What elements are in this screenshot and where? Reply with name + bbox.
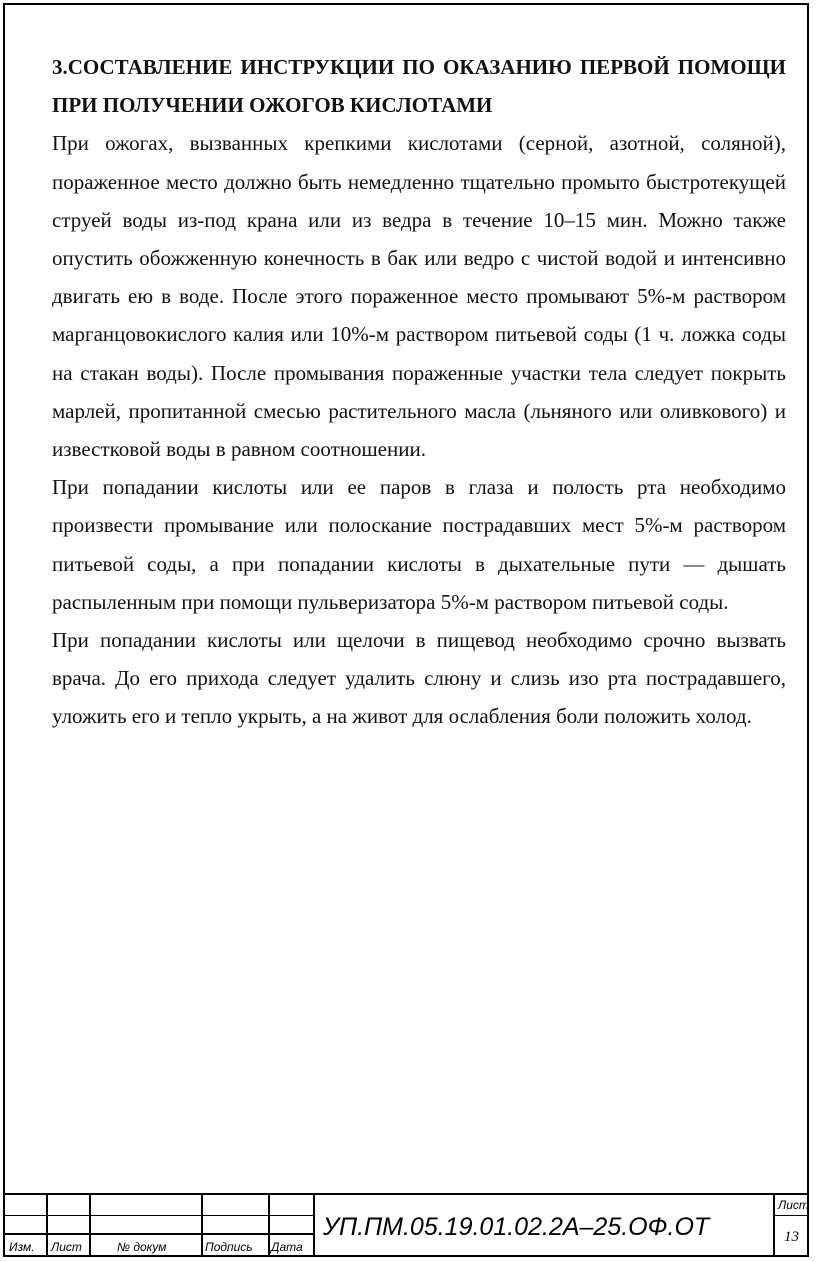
col-date-label: Дата [271,1240,303,1254]
section-heading: 3.СОСТАВЛЕНИЕ ИНСТРУКЦИИ ПО ОКАЗАНИЮ ПЕРВОЙ ПОМОЩИ ПРИ ПОЛУЧЕНИИ ОЖОГОВ КИСЛОТАМИ [52,55,786,118]
sheet-label: Лист [778,1198,809,1212]
title-block [3,1193,809,1257]
col-doc-label: № докум [117,1240,167,1254]
document-body [52,48,786,736]
col-list-label: Лист [51,1240,82,1254]
col-sign-label: Подпись [205,1240,253,1254]
col-izm-label: Изм. [9,1240,35,1254]
paragraph-2: При попадании кислоты или ее паров в глаза и полость рта необходимо произвести промывание или полоскание пострадавших мест 5%-м раствором питьевой соды, а при попадании кислоты в дыхательные пути — дышать распыленным при помощи пульверизатора 5%-м раствором питьевой соды. [52,475,786,614]
document-code: УП.ПМ.05.19.01.02.2А–25.ОФ.ОТ [323,1213,710,1241]
paragraph-3: При попадании кислоты или щелочи в пищевод необходимо срочно вызвать врача. До его прихода следует удалить слюну и слизь изо рта пострадавшего, уложить его и тепло укрыть, а на живот для ослабления боли положить холод. [52,628,786,729]
paragraph-1: При ожогах, вызванных крепкими кислотами (серной, азотной, соляной), пораженное место должно быть немедленно тщательно промыто быстротекущей струей воды из-под крана или из ведра в течение 10–15 мин. Можно также опустить обожженную конечность в бак или ведро с чистой водой и интенсивно двигать ею в воде. После этого пораженное место промывают 5%-м раствором марганцовокислого калия или 10%-м раствором питьевой соды (1 ч. ложка соды на стакан воды). После промывания пораженные участки тела следует покрыть марлей, пропитанной смесью растительного масла (льняного или оливкового) и известковой воды в равном соотношении. [52,131,786,462]
sheet-number: 13 [784,1229,799,1245]
